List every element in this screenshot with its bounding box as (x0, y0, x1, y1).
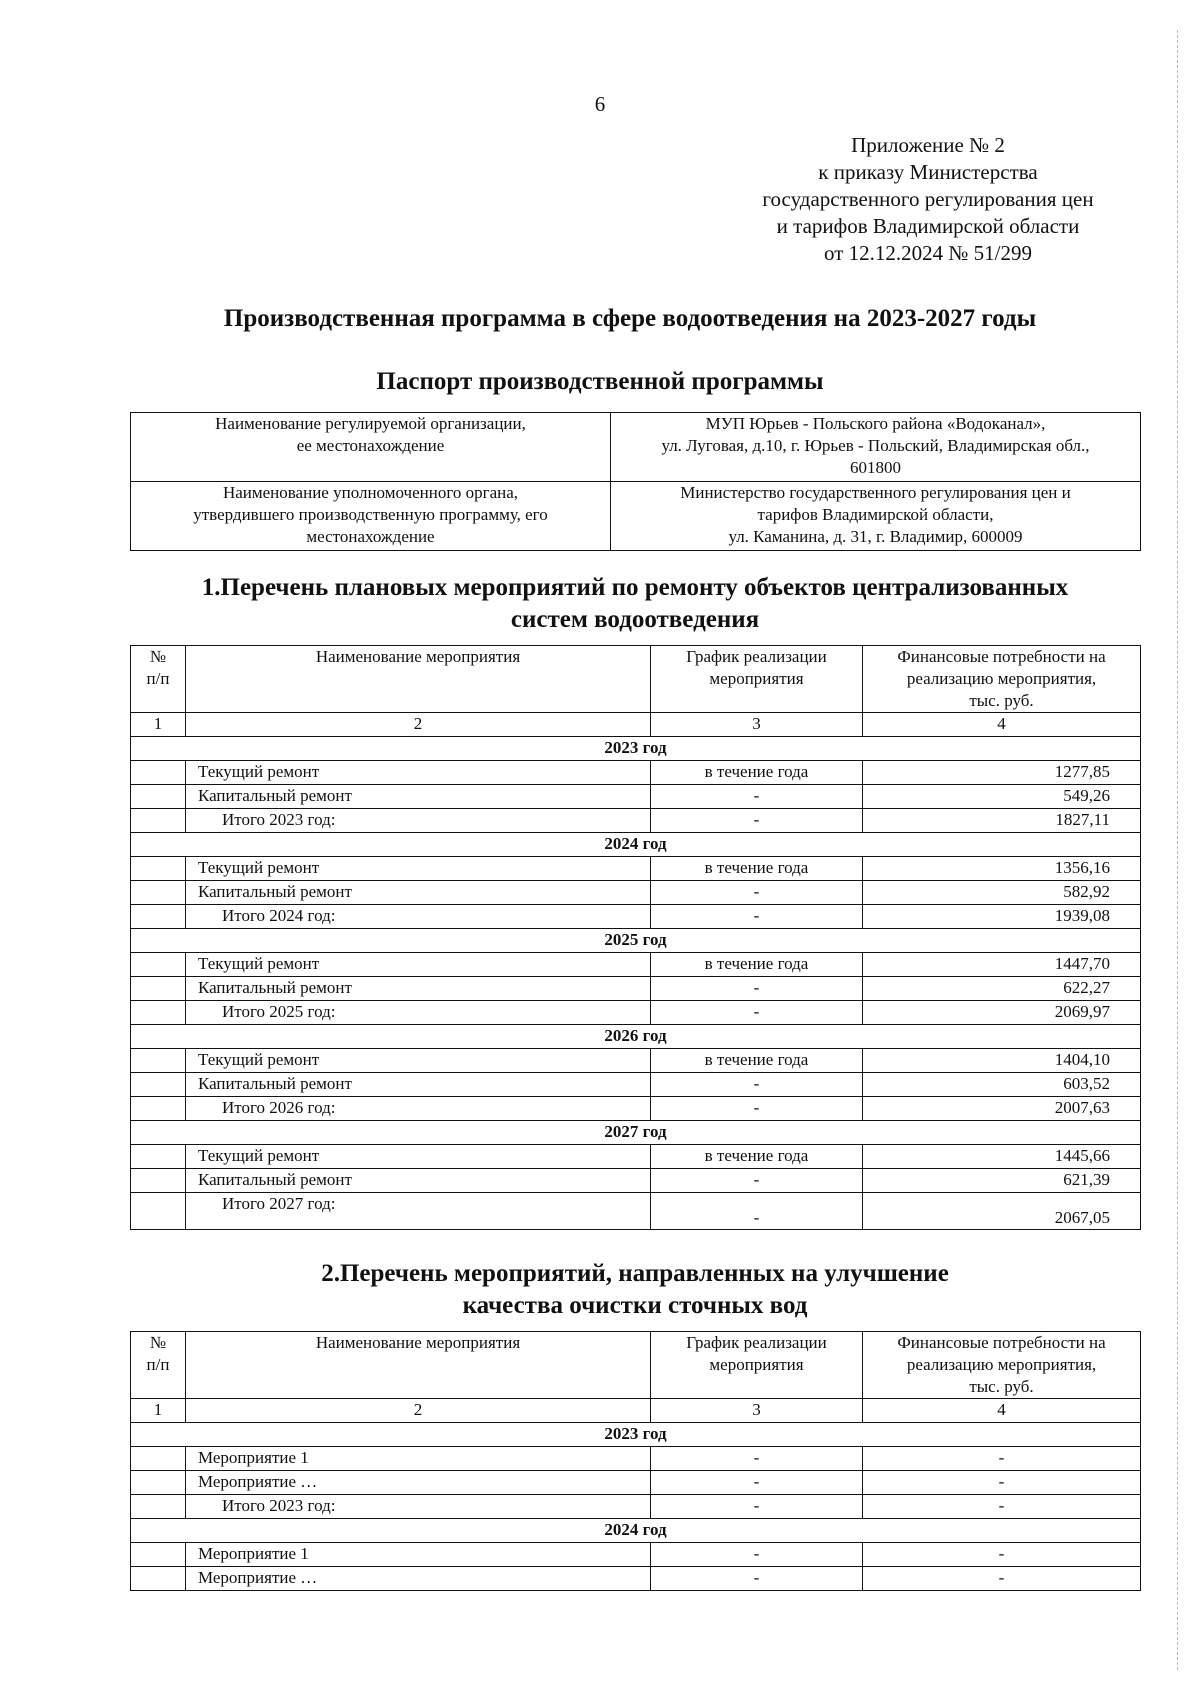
row-number (131, 977, 186, 1001)
treatment-events-table (130, 1331, 1141, 1591)
appendix-line: к приказу Министерства (818, 160, 1038, 184)
header-finance: Финансовые потребности на реализацию мероприятия, тыс. руб. (863, 646, 1141, 713)
appendix-line: от 12.12.2024 № 51/299 (823, 241, 1033, 265)
total-row (131, 905, 1141, 929)
year-row (131, 833, 1141, 857)
total-finance: 1827,11 (863, 809, 1141, 833)
total-schedule: - (651, 1001, 863, 1025)
event-finance: 622,27 (863, 977, 1141, 1001)
event-name: Мероприятие … (186, 1471, 651, 1495)
row-number (131, 1145, 186, 1169)
table-row (131, 1447, 1141, 1471)
row-number (131, 761, 186, 785)
section1-title: 1.Перечень плановых мероприятий по ремонту объектов централизованных систем водоотведения (201, 574, 1069, 633)
appendix-line: Приложение № 2 (851, 133, 1005, 157)
document-title: Производственная программа в сфере водоотведения на 2023-2027 годы (223, 305, 1037, 332)
table-row (131, 1169, 1141, 1193)
row-number (131, 1567, 186, 1591)
event-finance: - (863, 1447, 1141, 1471)
event-finance: 621,39 (863, 1169, 1141, 1193)
year-row (131, 929, 1141, 953)
total-row (131, 1097, 1141, 1121)
total-row (131, 1193, 1141, 1230)
event-finance: - (863, 1543, 1141, 1567)
table-row (131, 1543, 1141, 1567)
total-label: Итого 2023 год: (186, 1495, 651, 1519)
event-name: Мероприятие 1 (186, 1543, 651, 1567)
event-finance: 549,26 (863, 785, 1141, 809)
event-schedule: в течение года (651, 1049, 863, 1073)
event-schedule: - (651, 1169, 863, 1193)
row-number (131, 905, 186, 929)
event-finance: - (863, 1471, 1141, 1495)
total-label: Итого 2024 год: (186, 905, 651, 929)
total-finance: - (863, 1495, 1141, 1519)
header-name: Наименование мероприятия (186, 646, 651, 713)
event-finance: 1277,85 (863, 761, 1141, 785)
column-number: 1 (131, 713, 186, 737)
row-number (131, 785, 186, 809)
table-row (131, 761, 1141, 785)
row-number (131, 881, 186, 905)
event-name: Капитальный ремонт (186, 977, 651, 1001)
event-schedule: - (651, 1471, 863, 1495)
table-row (131, 1073, 1141, 1097)
row-number (131, 857, 186, 881)
total-label: Итого 2023 год: (186, 809, 651, 833)
row-number (131, 1447, 186, 1471)
event-schedule: в течение года (651, 761, 863, 785)
event-finance: 1356,16 (863, 857, 1141, 881)
total-schedule: - (651, 1495, 863, 1519)
table-row (131, 881, 1141, 905)
year-label: 2024 год (131, 833, 1141, 857)
year-label: 2027 год (131, 1121, 1141, 1145)
header-schedule: График реализации мероприятия (651, 646, 863, 713)
event-schedule: - (651, 1447, 863, 1471)
event-name: Капитальный ремонт (186, 1169, 651, 1193)
event-schedule: - (651, 977, 863, 1001)
column-number: 2 (186, 713, 651, 737)
table-row (131, 857, 1141, 881)
year-label: 2023 год (131, 1423, 1141, 1447)
column-number: 2 (186, 1399, 651, 1423)
total-schedule: - (651, 1097, 863, 1121)
table-row (131, 977, 1141, 1001)
event-schedule: - (651, 1543, 863, 1567)
total-label: Итого 2026 год: (186, 1097, 651, 1121)
appendix-reference (728, 132, 1128, 267)
column-number: 1 (131, 1399, 186, 1423)
passport-value: МУП Юрьев - Польского района «Водоканал», ул. Луговая, д.10, г. Юрьев - Польский, Владимирская обл., 601800 (611, 413, 1141, 482)
event-finance: 582,92 (863, 881, 1141, 905)
passport-title: Паспорт производственной программы (376, 368, 824, 395)
total-finance: 2067,05 (863, 1193, 1141, 1230)
row-number (131, 1471, 186, 1495)
total-label: Итого 2025 год: (186, 1001, 651, 1025)
table-header-row (131, 1332, 1141, 1399)
event-schedule: - (651, 881, 863, 905)
passport-table (130, 412, 1141, 551)
row-number (131, 809, 186, 833)
event-finance: 1445,66 (863, 1145, 1141, 1169)
event-name: Мероприятие … (186, 1567, 651, 1591)
row-number (131, 953, 186, 977)
column-number-row (131, 713, 1141, 737)
total-finance: 2069,97 (863, 1001, 1141, 1025)
year-label: 2024 год (131, 1519, 1141, 1543)
event-finance: 1447,70 (863, 953, 1141, 977)
event-name: Капитальный ремонт (186, 1073, 651, 1097)
total-row (131, 1495, 1141, 1519)
event-finance: - (863, 1567, 1141, 1591)
row-number (131, 1495, 186, 1519)
event-name: Текущий ремонт (186, 1145, 651, 1169)
event-name: Мероприятие 1 (186, 1447, 651, 1471)
passport-value: Министерство государственного регулирования цен и тарифов Владимирской области, ул. Каманина, д. 31, г. Владимир, 600009 (611, 482, 1141, 551)
event-name: Текущий ремонт (186, 761, 651, 785)
appendix-line: государственного регулирования цен (762, 187, 1094, 211)
year-row (131, 1519, 1141, 1543)
row-number (131, 1543, 186, 1567)
event-schedule: в течение года (651, 857, 863, 881)
column-number-row (131, 1399, 1141, 1423)
header-name: Наименование мероприятия (186, 1332, 651, 1399)
total-schedule: - (651, 905, 863, 929)
year-label: 2025 год (131, 929, 1141, 953)
column-number: 3 (651, 713, 863, 737)
total-row (131, 809, 1141, 833)
row-number (131, 1049, 186, 1073)
year-label: 2023 год (131, 737, 1141, 761)
appendix-line: и тарифов Владимирской области (776, 214, 1080, 238)
table-row (131, 1471, 1141, 1495)
table-row (131, 953, 1141, 977)
year-row (131, 737, 1141, 761)
table-row (131, 1145, 1141, 1169)
table-header-row (131, 646, 1141, 713)
total-label: Итого 2027 год: (186, 1193, 651, 1230)
column-number: 4 (863, 713, 1141, 737)
repair-events-table (130, 645, 1141, 1230)
year-row (131, 1025, 1141, 1049)
row-number (131, 1097, 186, 1121)
row-number (131, 1169, 186, 1193)
year-label: 2026 год (131, 1025, 1141, 1049)
column-number: 4 (863, 1399, 1141, 1423)
event-finance: 603,52 (863, 1073, 1141, 1097)
header-finance: Финансовые потребности на реализацию мероприятия, тыс. руб. (863, 1332, 1141, 1399)
year-row (131, 1121, 1141, 1145)
total-finance: 2007,63 (863, 1097, 1141, 1121)
header-num: № п/п (131, 646, 186, 713)
event-schedule: - (651, 785, 863, 809)
header-schedule: График реализации мероприятия (651, 1332, 863, 1399)
header-num: № п/п (131, 1332, 186, 1399)
table-row (131, 1049, 1141, 1073)
passport-label: Наименование уполномоченного органа, утвердившего производственную программу, его местонахождение (131, 482, 611, 551)
column-number: 3 (651, 1399, 863, 1423)
total-row (131, 1001, 1141, 1025)
event-schedule: - (651, 1073, 863, 1097)
page-number: 6 (594, 92, 606, 116)
event-schedule: - (651, 1567, 863, 1591)
event-name: Текущий ремонт (186, 953, 651, 977)
passport-label: Наименование регулируемой организации, ее местонахождение (131, 413, 611, 482)
year-row (131, 1423, 1141, 1447)
event-schedule: в течение года (651, 953, 863, 977)
table-row (131, 1567, 1141, 1591)
total-schedule: - (651, 1193, 863, 1230)
table-row (131, 785, 1141, 809)
event-schedule: в течение года (651, 1145, 863, 1169)
event-finance: 1404,10 (863, 1049, 1141, 1073)
event-name: Капитальный ремонт (186, 881, 651, 905)
total-finance: 1939,08 (863, 905, 1141, 929)
total-schedule: - (651, 809, 863, 833)
passport-row (131, 413, 1141, 482)
scan-edge-mark (1177, 30, 1178, 1670)
row-number (131, 1193, 186, 1230)
section2-title: 2.Перечень мероприятий, направленных на улучшение качества очистки сточных вод (321, 1260, 949, 1319)
passport-row (131, 482, 1141, 551)
event-name: Текущий ремонт (186, 857, 651, 881)
row-number (131, 1001, 186, 1025)
event-name: Текущий ремонт (186, 1049, 651, 1073)
event-name: Капитальный ремонт (186, 785, 651, 809)
row-number (131, 1073, 186, 1097)
